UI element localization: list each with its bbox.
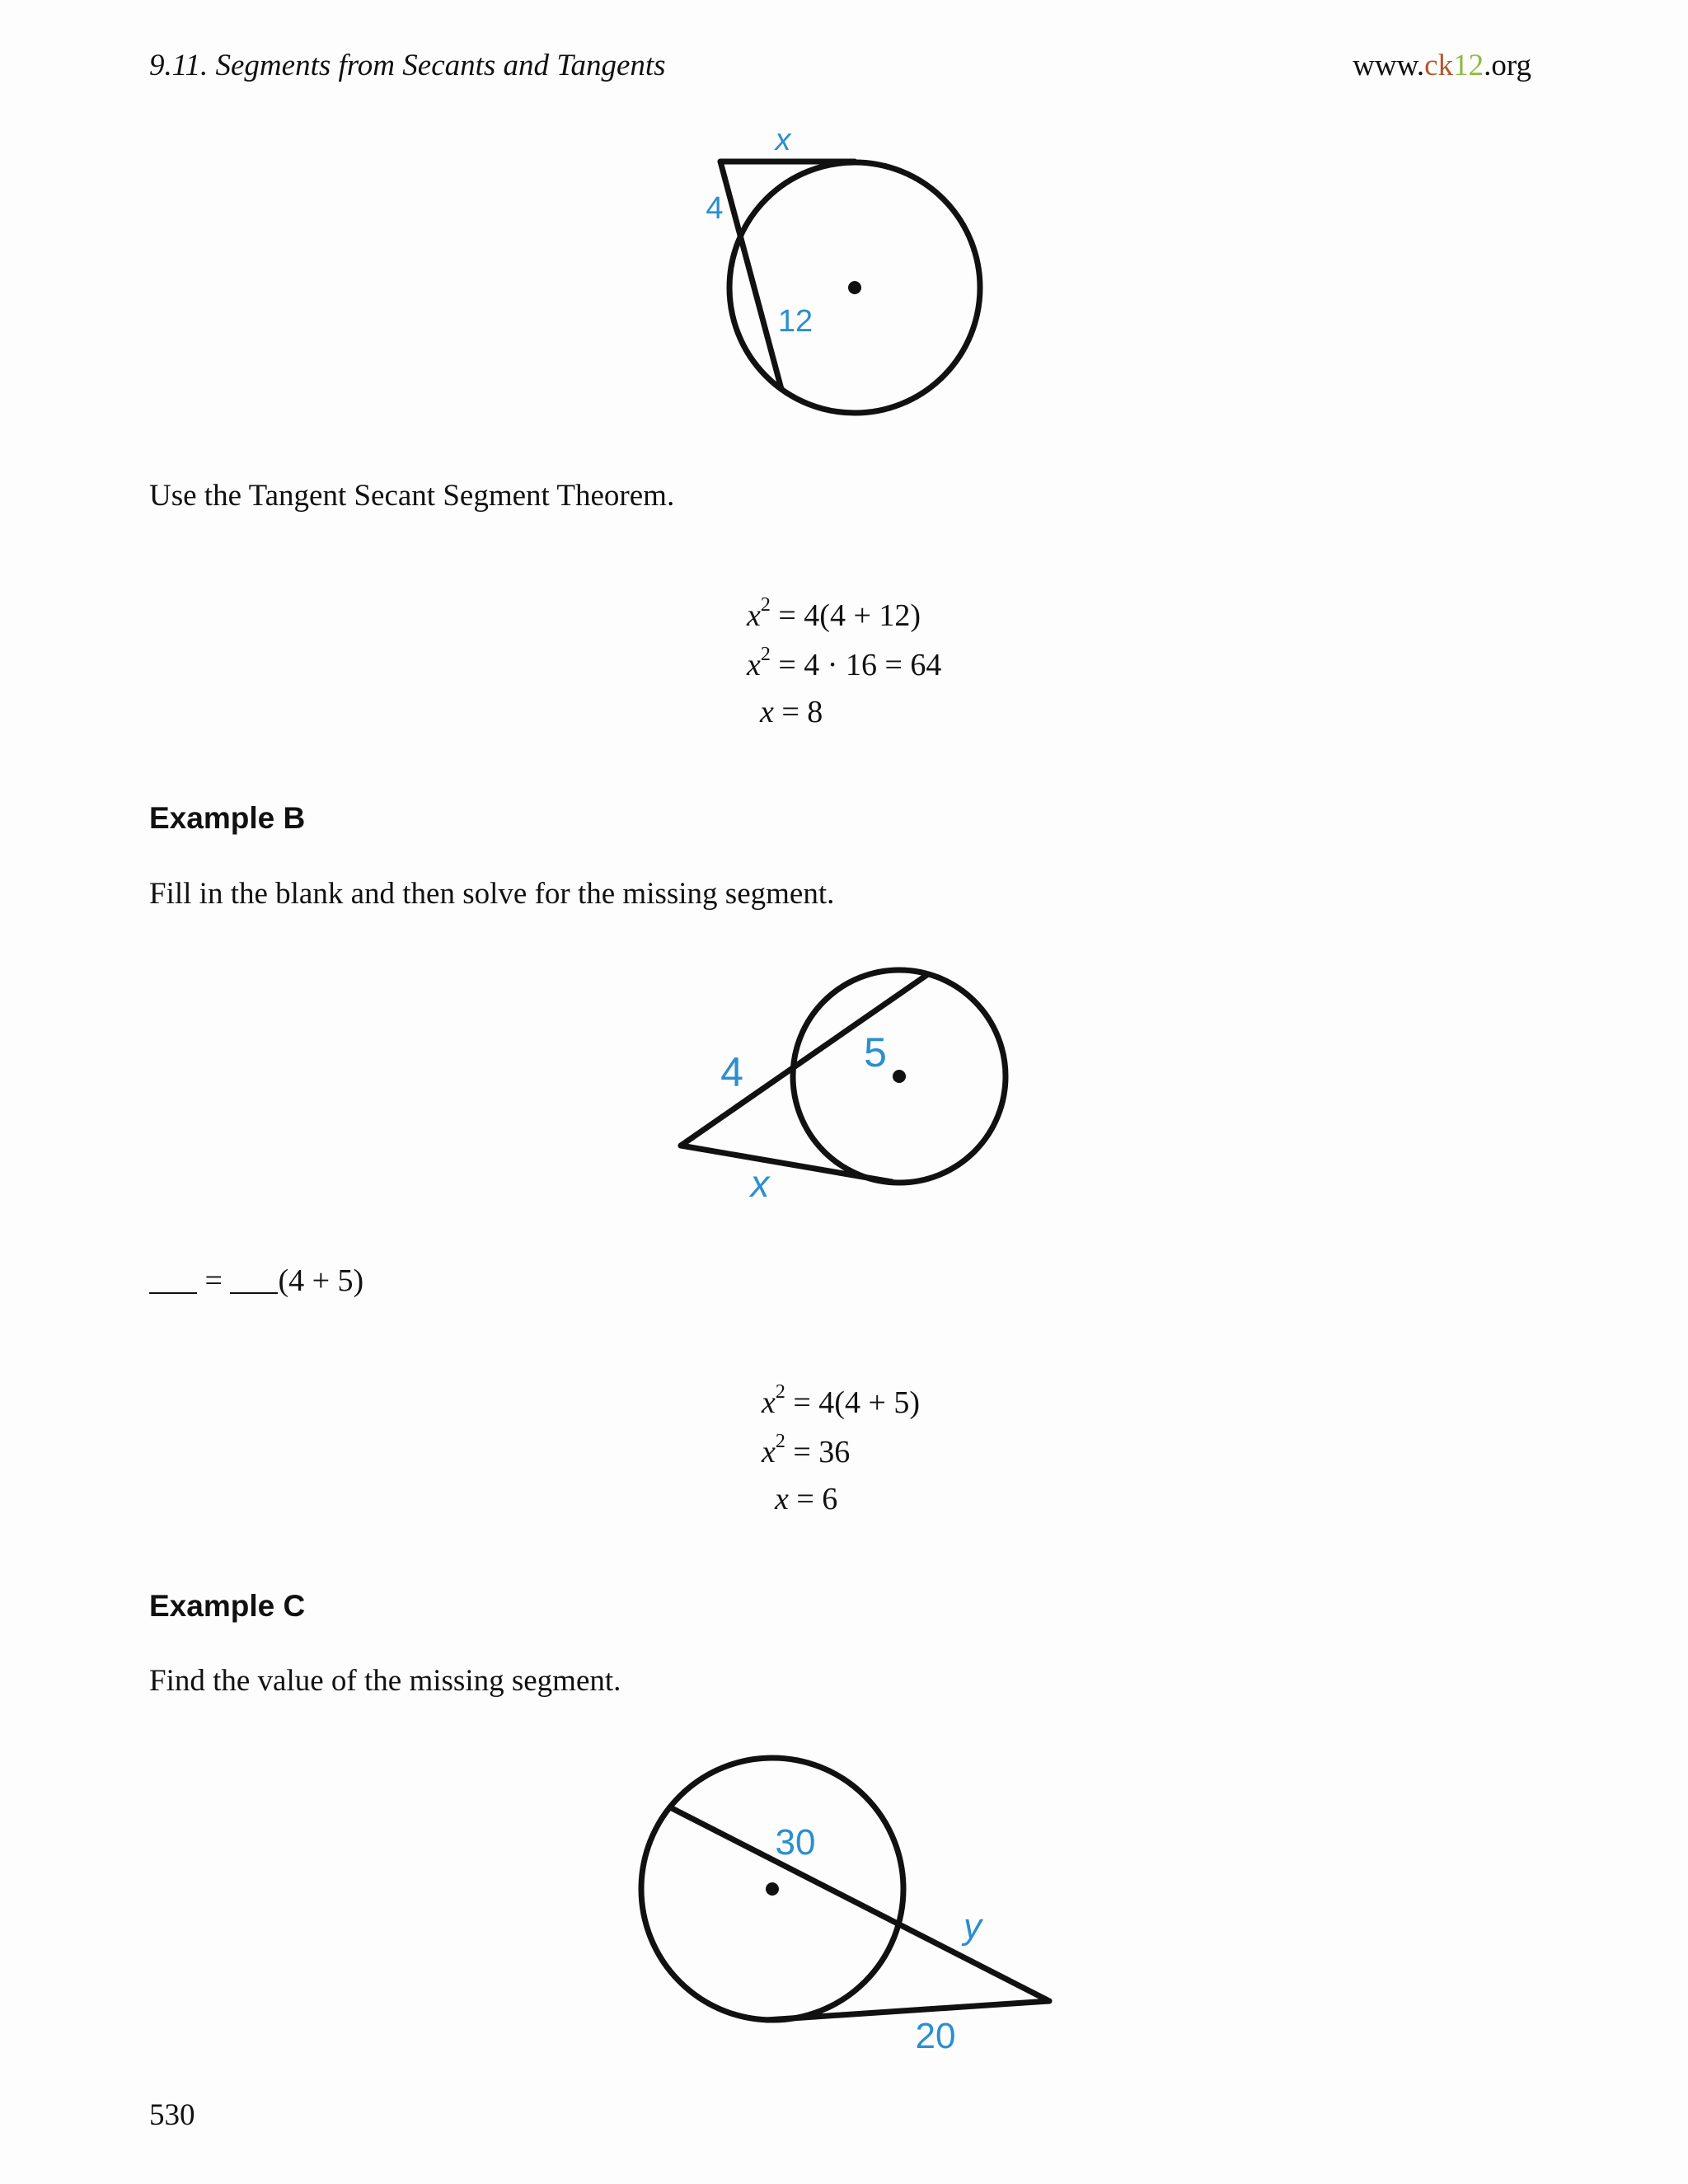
figure-b-label-4: 4 <box>720 1049 743 1095</box>
page-number: 530 <box>149 2098 195 2132</box>
example-b-heading: Example B <box>149 801 306 835</box>
example-a-eq-1: $x^2 = 4(4 + 12)$ <box>747 594 921 633</box>
figure-c-secant <box>672 1808 1049 2001</box>
figure-b-label-5: 5 <box>864 1029 887 1076</box>
figure-a-label-12: 12 <box>777 304 814 339</box>
example-a-eq-2: $x^2 = 4 \cdot 16 = 64$ <box>747 644 942 682</box>
url-suffix: .org <box>1484 49 1531 82</box>
example-b-fill-in: = (4 + 5) <box>149 1263 363 1299</box>
figure-a-label-x: x <box>775 123 791 157</box>
url-ck: ck <box>1424 49 1454 82</box>
example-a-instruction: Use the Tangent Secant Segment Theorem. <box>149 479 675 513</box>
example-c-heading: Example C <box>149 1589 306 1623</box>
figure-c-label-30: 30 <box>775 1822 816 1863</box>
section-title: 9.11. Segments from Secants and Tangents <box>149 49 666 82</box>
example-b-eq-2: $x^2 = 36$ <box>762 1431 851 1469</box>
example-b-eq-1: $x^2 = 4(4 + 5)$ <box>762 1381 921 1420</box>
figure-c-center-dot <box>766 1882 779 1896</box>
figure-c-label-20: 20 <box>915 2016 956 2056</box>
figure-c-label-y: y <box>964 1906 982 1947</box>
example-b-eq-3: x = 6 <box>775 1482 838 1516</box>
example-a-eq-3: x = 8 <box>760 695 823 729</box>
figure-a-label-4: 4 <box>706 191 724 226</box>
url-12: 12 <box>1453 49 1484 82</box>
figure-c-tangent <box>767 2001 1049 2020</box>
url-prefix: www. <box>1353 49 1425 82</box>
example-b-instruction: Fill in the blank and then solve for the missing segment. <box>149 877 835 911</box>
figure-b-label-x: x <box>750 1162 770 1205</box>
example-c-instruction: Find the value of the missing segment. <box>149 1664 621 1698</box>
